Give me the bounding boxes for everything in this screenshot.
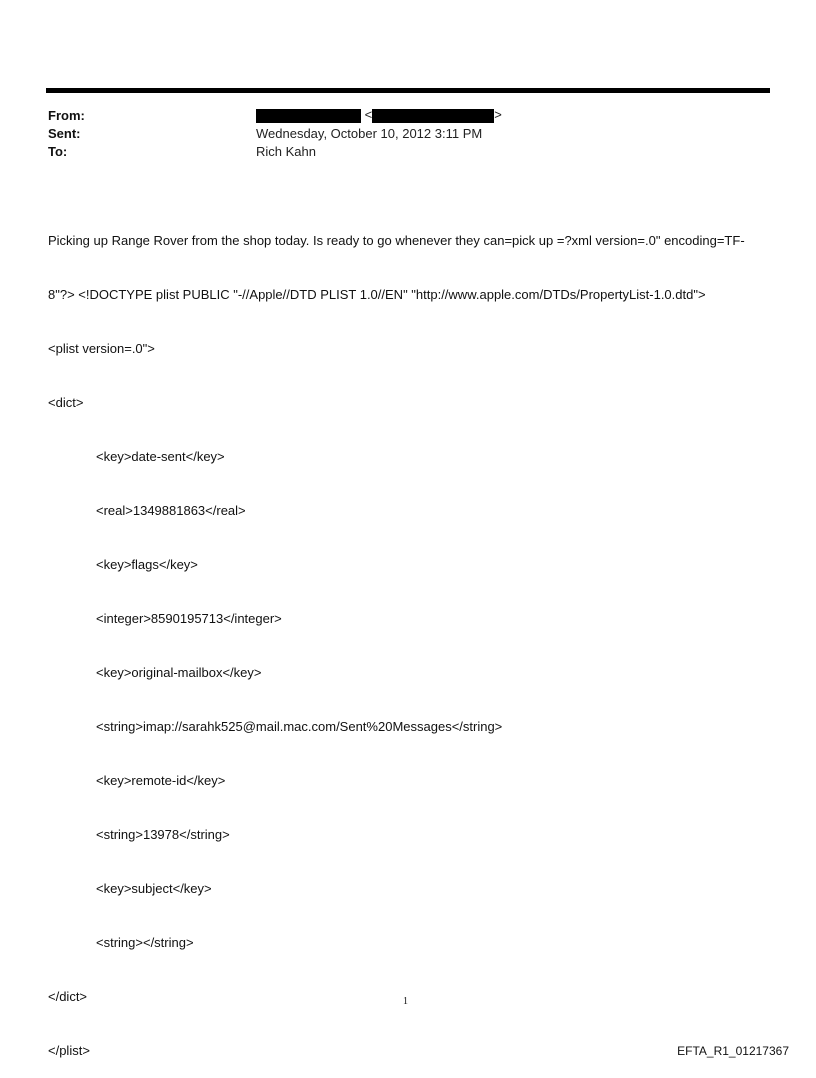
plist-entry: <key>remote-id</key> <box>96 773 226 788</box>
plist-entry: <key>original-mailbox</key> <box>96 665 262 680</box>
body-intro-line-2: 8"?> <!DOCTYPE plist PUBLIC "-//Apple//DTD PLIST 1.0//EN" "http://www.apple.com/DTDs/PropertyList-1.0.dtd"> <box>48 287 706 302</box>
plist-entry: <key>date-sent</key> <box>96 449 225 464</box>
bates-number: EFTA_R1_01217367 <box>677 1044 789 1058</box>
plist-entry: <key>subject</key> <box>96 881 212 896</box>
from-value <box>256 107 502 123</box>
plist-close-tag: </plist> <box>48 1043 90 1058</box>
redaction-email <box>372 109 494 123</box>
to-label: To: <box>48 144 68 159</box>
plist-entry: <key>flags</key> <box>96 557 198 572</box>
sent-value: Wednesday, October 10, 2012 3:11 PM <box>256 126 483 141</box>
header-divider <box>46 88 770 93</box>
from-label: From: <box>48 108 85 123</box>
from-email-close-bracket: > <box>494 107 502 122</box>
body-intro-line-1: Picking up Range Rover from the shop today. Is ready to go whenever they can=pick up =?xml version=.0" encoding=TF- <box>48 233 745 248</box>
sent-label: Sent: <box>48 126 81 141</box>
dict-close-tag: </dict> <box>48 989 88 1004</box>
plist-open-tag: <plist version=.0"> <box>48 341 155 356</box>
redaction-name <box>256 109 361 123</box>
page-number: 1 <box>403 996 408 1007</box>
plist-entry: <string>13978</string> <box>96 827 230 842</box>
plist-entry: <string></string> <box>96 935 194 950</box>
plist-entry: <string>imap://sarahk525@mail.mac.com/Sent%20Messages</string> <box>96 719 503 734</box>
dict-open-tag: <dict> <box>48 395 84 410</box>
to-value: Rich Kahn <box>256 144 316 159</box>
plist-entry: <real>1349881863</real> <box>96 503 246 518</box>
plist-entry: <integer>8590195713</integer> <box>96 611 282 626</box>
from-email-open-bracket: < <box>364 107 373 122</box>
email-body <box>48 196 772 1078</box>
